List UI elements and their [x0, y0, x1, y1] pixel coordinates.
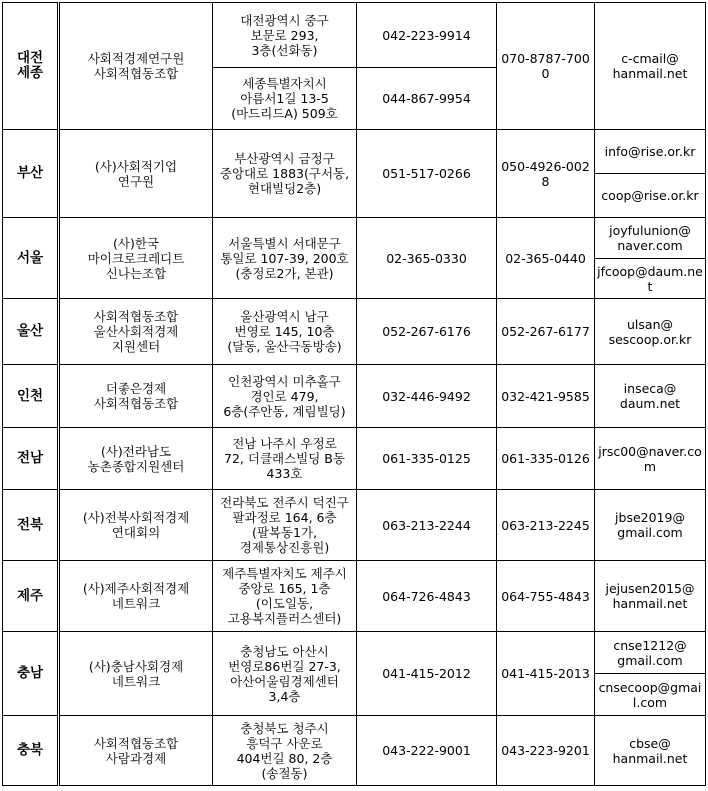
- address-cell: 서울특별시 서대문구 통일로 107-39, 200호 (충정로2가, 본관): [213, 218, 357, 299]
- table-row: [3, 561, 706, 632]
- table-row: [3, 218, 706, 259]
- address-cell: 전남 나주시 우정로 72, 더클래스빌딩 B동 433호: [213, 428, 357, 490]
- email-cell: joyfulunion@ naver.com: [595, 218, 706, 259]
- email-cell: jfcoop@daum.net: [595, 259, 706, 299]
- region-cell: 전남: [3, 428, 59, 490]
- email-cell: inseca@ daum.net: [595, 365, 706, 428]
- org-name-cell: (사)전라남도 농촌종합지원센터: [59, 428, 213, 490]
- table-row: [3, 299, 706, 365]
- region-cell: 울산: [3, 299, 59, 365]
- phone-cell: 064-726-4843: [357, 561, 497, 632]
- address-cell: 부산광역시 금정구 중앙대로 1883(구서동, 현대빌딩2층): [213, 130, 357, 218]
- table-row: [3, 632, 706, 674]
- org-name-cell: (사)충남사회경제 네트워크: [59, 632, 213, 716]
- address-cell: 충청남도 아산시 번영로86번길 27-3, 아산어울림경제센터 3,4층: [213, 632, 357, 716]
- address-cell: 대전광역시 중구 보문로 293, 3층(선화동): [213, 3, 357, 68]
- table-row: [3, 3, 706, 68]
- phone-cell: 044-867-9954: [357, 68, 497, 130]
- org-name-cell: (사)사회적기업 연구원: [59, 130, 213, 218]
- fax-cell: 070-8787-7000: [497, 3, 595, 130]
- org-name-cell: 더좋은경제 사회적협동조합: [59, 365, 213, 428]
- address-cell: 인천광역시 미추홀구 경인로 479, 6층(주안동, 계림빌딩): [213, 365, 357, 428]
- email-cell: jbse2019@ gmail.com: [595, 490, 706, 561]
- region-cell: 부산: [3, 130, 59, 218]
- address-cell: 세종특별자치시 아름서1길 13-5 (마드리드A) 509호: [213, 68, 357, 130]
- phone-cell: 042-223-9914: [357, 3, 497, 68]
- region-cell: 충남: [3, 632, 59, 716]
- org-directory-table: [2, 2, 706, 786]
- email-cell: cnse1212@ gmail.com: [595, 632, 706, 674]
- fax-cell: 02-365-0440: [497, 218, 595, 299]
- email-cell: cnsecoop@gmail.com: [595, 674, 706, 716]
- region-cell: 충북: [3, 716, 59, 786]
- org-name-cell: 사회적협동조합 사람과경제: [59, 716, 213, 786]
- org-name-cell: (사)한국 마이크로크레디트 신나는조합: [59, 218, 213, 299]
- fax-cell: 064-755-4843: [497, 561, 595, 632]
- phone-cell: 051-517-0266: [357, 130, 497, 218]
- phone-cell: 043-222-9001: [357, 716, 497, 786]
- region-cell: 제주: [3, 561, 59, 632]
- phone-cell: 061-335-0125: [357, 428, 497, 490]
- fax-cell: 043-223-9201: [497, 716, 595, 786]
- region-cell: 대전 세종: [3, 3, 59, 130]
- fax-cell: 032-421-9585: [497, 365, 595, 428]
- table-row: [3, 365, 706, 428]
- org-name-cell: 사회적경제연구원 사회적협동조합: [59, 3, 213, 130]
- table-row: [3, 428, 706, 490]
- region-cell: 서울: [3, 218, 59, 299]
- org-name-cell: (사)제주사회적경제 네트워크: [59, 561, 213, 632]
- fax-cell: 050-4926-0028: [497, 130, 595, 218]
- email-cell: ulsan@ sescoop.or.kr: [595, 299, 706, 365]
- region-cell: 전북: [3, 490, 59, 561]
- address-cell: 울산광역시 남구 번영로 145, 10층 (달동, 울산극동방송): [213, 299, 357, 365]
- address-cell: 전라북도 전주시 덕진구 팔과정로 164, 6층 (팔복동1가, 경제통상진흥원): [213, 490, 357, 561]
- region-cell: 인천: [3, 365, 59, 428]
- address-cell: 충청북도 청주시 흥덕구 사운로 404번길 80, 2층 (송절동): [213, 716, 357, 786]
- fax-cell: 041-415-2013: [497, 632, 595, 716]
- phone-cell: 032-446-9492: [357, 365, 497, 428]
- email-cell: jrsc00@naver.com: [595, 428, 706, 490]
- fax-cell: 063-213-2245: [497, 490, 595, 561]
- org-name-cell: (사)전북사회적경제 연대회의: [59, 490, 213, 561]
- email-cell: jejusen2015@ hanmail.net: [595, 561, 706, 632]
- fax-cell: 061-335-0126: [497, 428, 595, 490]
- phone-cell: 052-267-6176: [357, 299, 497, 365]
- address-cell: 제주특별자치도 제주시 중앙로 165, 1층 (이도일동, 고용복지플러스센터): [213, 561, 357, 632]
- fax-cell: 052-267-6177: [497, 299, 595, 365]
- org-name-cell: 사회적협동조합 울산사회적경제 지원센터: [59, 299, 213, 365]
- table-row: [3, 490, 706, 561]
- email-cell: coop@rise.or.kr: [595, 174, 706, 218]
- phone-cell: 02-365-0330: [357, 218, 497, 299]
- email-cell: cbse@ hanmail.net: [595, 716, 706, 786]
- table-row: [3, 716, 706, 786]
- email-cell: c-cmail@ hanmail.net: [595, 3, 706, 130]
- email-cell: info@rise.or.kr: [595, 130, 706, 174]
- table-row: [3, 130, 706, 174]
- phone-cell: 041-415-2012: [357, 632, 497, 716]
- phone-cell: 063-213-2244: [357, 490, 497, 561]
